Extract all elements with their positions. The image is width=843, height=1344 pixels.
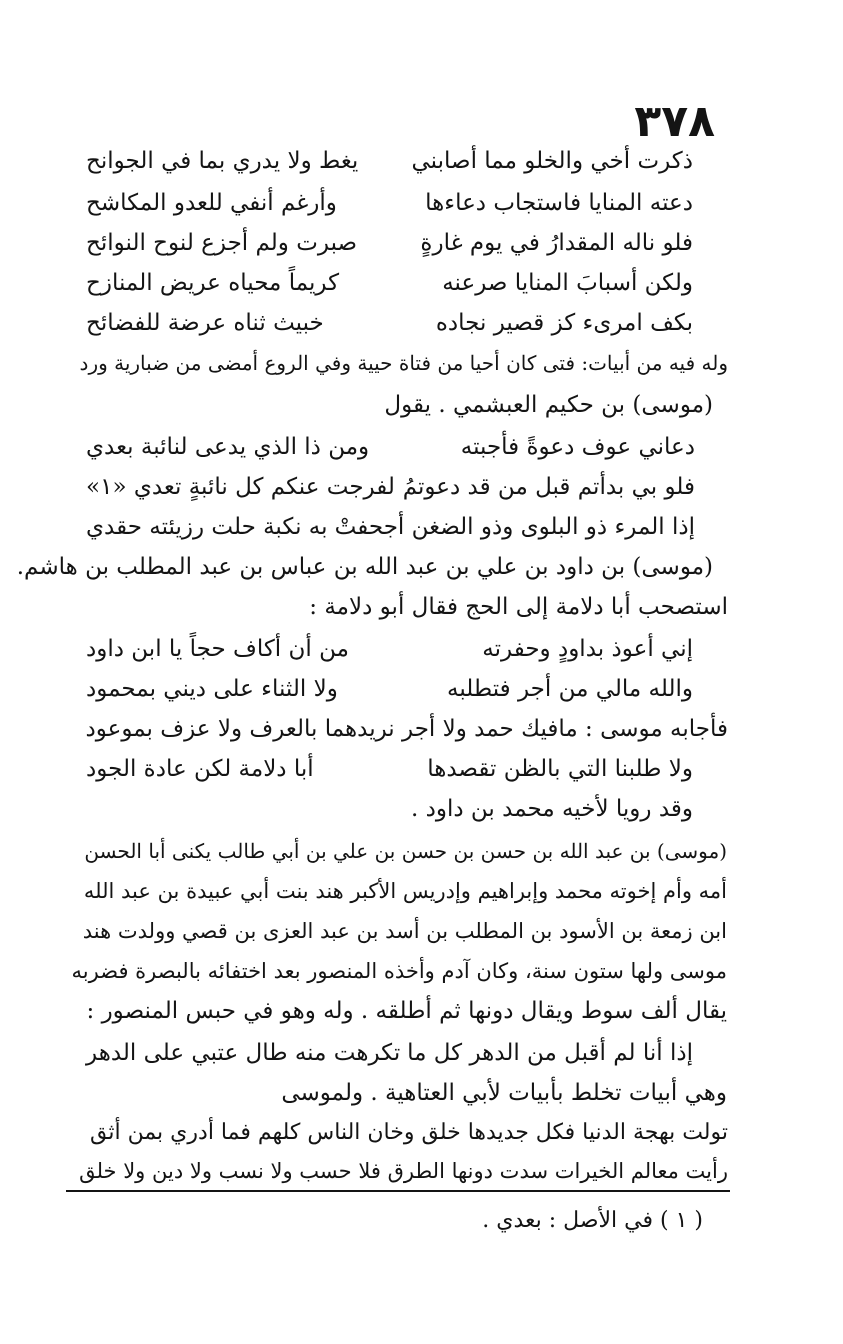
verse-hemistich-second: كريماً محياه عريض المنازح: [86, 270, 340, 296]
verse-hemistich-first: فلو ناله المقدارُ في يوم غارةٍ: [420, 230, 693, 256]
verse-hemistich-first: ولكن أسبابَ المنايا صرعنه: [442, 270, 693, 296]
text-line: ابن زمعة بن الأسود بن المطلب بن أسد بن عبد العزى بن قصي وولدت هند: [82, 919, 727, 943]
verse-hemistich-second: ومن ذا الذي يدعى لنائبة بعدي: [86, 434, 370, 460]
entry-heading-line: (موسى) بن حكيم العبشمي . يقول: [384, 392, 713, 418]
text-line: وقد رويا لأخيه محمد بن داود .: [410, 796, 693, 822]
verse-hemistich-second: تكرهت منه طال عتبي على الدهر: [86, 1040, 401, 1066]
verse-hemistich-first: ولا طلبنا التي بالظن تقصدها: [427, 756, 693, 782]
verse-line: [86, 754, 693, 784]
text-line: فأجابه موسى : مافيك حمد ولا أجر نريدهما بالعرف ولا عزف بموعود: [85, 716, 728, 742]
text-line: وله فيه من أبيات: فتى كان أحيا من فتاة حيية وفي الروع أمضى من ضبارية ورد: [79, 351, 728, 375]
text-line: رأيت معالم الخيرات سدت دونها الطرق فلا حسب ولا نسب ولا دين ولا خلق: [79, 1159, 728, 1183]
verse-line: [86, 674, 693, 704]
text-line: أمه وأم إخوته محمد وإبراهيم وإدريس الأكبر هند بنت أبي عبيدة بن عبد الله: [83, 879, 727, 903]
verse-hemistich-first: فلو بي بدأتم قبل من قد دعوتمُ: [402, 474, 695, 500]
verse-hemistich-first: بكف امرىء كز قصير نجاده: [435, 310, 693, 336]
verse-hemistich-second: يغط ولا يدري بما في الجوانح: [86, 148, 359, 174]
verse-hemistich-second: لفرجت عنكم كل نائبةٍ تعدي «١»: [86, 474, 395, 500]
text-line: وهي أبيات تخلط بأبيات لأبي العتاهية . ولموسى: [281, 1080, 727, 1106]
verse-hemistich-second: أبا دلامة لكن عادة الجود: [86, 756, 314, 782]
verse-line: [86, 268, 693, 298]
verse-line: [86, 634, 693, 664]
verse-hemistich-first: إذا المرء ذو البلوى وذو الضغن أجحفتْ: [334, 514, 695, 540]
verse-line: [86, 308, 693, 338]
footnote: ( ١ ) في الأصل : بعدي .: [482, 1208, 703, 1233]
verse-line: [86, 512, 695, 542]
verse-hemistich-second: من أن أكاف حجاً يا ابن داود: [86, 636, 349, 662]
verse-hemistich-second: ولا الثناء على ديني بمحمود: [86, 676, 338, 702]
page-number: ٣٧٨: [634, 96, 715, 147]
text-line: تولت بهجة الدنيا فكل جديدها خلق وخان الناس كلهم فما أدري بمن أثق: [90, 1120, 728, 1145]
entry-heading-line: (موسى) بن داود بن علي بن عبد الله بن عباس بن عبد المطلب بن هاشم.: [16, 554, 713, 580]
verse-hemistich-second: خبيث ثناه عرضة للفضائح: [86, 310, 324, 336]
text-line: موسى ولها ستون سنة، وكان آدم وأخذه المنصور بعد اختفائه بالبصرة فضربه: [71, 959, 727, 983]
verse-hemistich-second: صبرت ولم أجزع لنوح النوائح: [86, 230, 358, 256]
verse-line: [86, 188, 693, 218]
verse-line: [86, 1038, 693, 1068]
verse-hemistich-first: إني أعوذ بداودٍ وحفرته: [482, 636, 693, 662]
text-line: يقال ألف سوط ويقال دونها ثم أطلقه . وله وهو في حبس المنصور :: [86, 998, 727, 1024]
text-line: استصحب أبا دلامة إلى الحج فقال أبو دلامة :: [309, 594, 728, 620]
verse-line: [86, 472, 695, 502]
verse-hemistich-first: والله مالي من أجر فتطلبه: [446, 676, 693, 702]
verse-hemistich-first: إذا أنا لم أقبل من الدهر كل ما: [407, 1040, 693, 1066]
verse-line: [86, 432, 695, 462]
verse-line: [86, 228, 693, 258]
footnote-divider: [66, 1190, 730, 1192]
verse-hemistich-second: به نكبة حلت رزيئته حقدي: [86, 514, 328, 540]
verse-hemistich-first: ذكرت أخي والخلو مما أصابني: [411, 148, 693, 174]
verse-hemistich-second: وأرغم أنفي للعدو المكاشح: [86, 190, 337, 216]
verse-hemistich-first: دعاني عوف دعوةً فأجبته: [460, 434, 695, 460]
verse-hemistich-first: دعته المنايا فاستجاب دعاءها: [425, 190, 693, 216]
entry-heading-line: (موسى) بن عبد الله بن حسن بن حسن بن علي بن أبي طالب يكنى أبا الحسن: [84, 839, 727, 863]
verse-line: [86, 146, 693, 176]
